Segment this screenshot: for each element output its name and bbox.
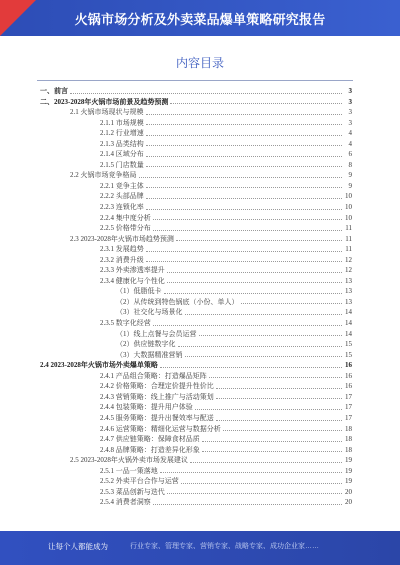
toc-entry[interactable]: [40, 202, 352, 213]
toc-entry-page: 12: [345, 255, 352, 264]
report-footer: [0, 531, 400, 565]
toc-entry[interactable]: [40, 128, 352, 139]
toc-entry-page: 14: [345, 319, 352, 328]
toc-entry-label: （3）大数据精准营销: [116, 350, 183, 359]
toc-entry-page: 14: [345, 308, 352, 317]
toc-entry-label: 二、2023-2028年火锅市场前景及趋势预测: [40, 97, 169, 106]
toc-entry[interactable]: [40, 476, 352, 487]
toc-entry[interactable]: [40, 213, 352, 224]
toc-entry-page: 3: [348, 87, 352, 95]
toc-leader-dots: [146, 166, 342, 167]
toc-entry[interactable]: [40, 191, 352, 202]
toc-entry-page: 16: [345, 382, 352, 391]
toc-entry-page: 13: [345, 276, 352, 285]
toc-entry-label: （2）供应链数字化: [116, 340, 176, 349]
toc-leader-dots: [241, 303, 343, 304]
toc-leader-dots: [185, 356, 343, 357]
toc-leader-dots: [146, 114, 343, 115]
toc-entry-page: 3: [348, 97, 352, 106]
toc-entry[interactable]: [40, 255, 352, 266]
toc-entry-label: 2.2 火锅市场竞争格局: [70, 171, 137, 180]
toc-entry-page: 15: [345, 350, 352, 359]
toc-entry[interactable]: [40, 265, 352, 276]
toc-entry-page: 17: [345, 413, 352, 422]
toc-leader-dots: [70, 93, 342, 94]
toc-leader-dots: [167, 282, 342, 283]
toc-entry[interactable]: [40, 445, 352, 456]
toc-entry-label: 2.2.3 连锁化率: [100, 203, 144, 212]
toc-entry[interactable]: [40, 286, 352, 297]
toc-entry-page: 8: [348, 160, 352, 169]
toc-entry[interactable]: [40, 297, 352, 308]
toc-entry[interactable]: [40, 318, 352, 329]
toc-entry[interactable]: [40, 339, 352, 350]
toc-leader-dots: [146, 187, 342, 188]
toc-entry-page: 16: [345, 361, 352, 370]
toc-entry-label: 2.4.1 产品组合策略：打造爆品矩阵: [100, 371, 207, 380]
toc-entry[interactable]: [40, 223, 352, 234]
toc-entry-label: 2.4 2023-2028年火锅市场外卖爆单策略: [40, 361, 158, 370]
toc-entry-label: 2.4.4 包装策略：提升用户体验: [100, 403, 193, 412]
toc-divider: [37, 80, 353, 81]
toc-entry-label: 2.4.5 服务策略：提升出餐效率与配送: [100, 413, 214, 422]
toc-entry[interactable]: [40, 139, 352, 150]
toc-entry-page: 17: [345, 403, 352, 412]
toc-entry[interactable]: [40, 455, 352, 466]
toc-entry[interactable]: [40, 149, 352, 160]
report-header: [0, 0, 400, 36]
toc-leader-dots: [190, 462, 342, 463]
toc-entry-label: 2.2.1 竞争主体: [100, 181, 144, 190]
toc-entry-page: 9: [348, 181, 352, 190]
toc-entry-page: 20: [345, 487, 352, 496]
toc-leader-dots: [170, 103, 342, 104]
toc-entry[interactable]: [40, 487, 352, 498]
toc-leader-dots: [160, 472, 342, 473]
toc-entry-label: 2.2.4 集中度分析: [100, 213, 151, 222]
toc-entry-label: （1）线上点餐与会员运营: [116, 329, 197, 338]
toc-entry[interactable]: [40, 86, 352, 97]
toc-entry-label: 2.5.4 消费者洞察: [100, 498, 151, 507]
toc-leader-dots: [216, 388, 342, 389]
toc-leader-dots: [167, 272, 342, 273]
toc-entry[interactable]: [40, 244, 352, 255]
toc-entry-label: 2.3.1 发展趋势: [100, 245, 144, 254]
toc-entry-page: 14: [345, 329, 352, 338]
toc-heading: 内容目录: [175, 56, 224, 70]
toc-entry-label: 2.5.2 外卖平台合作与运营: [100, 477, 179, 486]
toc-leader-dots: [146, 209, 342, 210]
toc-entry[interactable]: [40, 307, 352, 318]
table-of-contents: [40, 86, 352, 508]
toc-entry[interactable]: [40, 97, 352, 108]
toc-entry-label: （2）从传统到特色锅底（小份、单人）: [116, 297, 239, 306]
toc-entry-page: 10: [345, 213, 352, 222]
report-title: 火锅市场分析及外卖菜品爆单策略研究报告: [74, 12, 326, 27]
toc-entry-label: 2.3.4 健康化与个性化: [100, 276, 165, 285]
toc-entry-page: 15: [345, 340, 352, 349]
toc-entry-label: 2.4.2 价格策略：合理定价提升性价比: [100, 382, 214, 391]
toc-entry-page: 19: [345, 456, 352, 465]
toc-leader-dots: [202, 441, 342, 442]
toc-entry-page: 10: [345, 203, 352, 212]
toc-leader-dots: [199, 335, 343, 336]
toc-entry-label: 2.4.7 供应链策略：保障食材品质: [100, 435, 200, 444]
footer-slogan: 让每个人都能成为: [48, 542, 108, 551]
toc-entry-label: （3）社交化与场景化: [116, 308, 183, 317]
toc-entry[interactable]: [40, 107, 352, 118]
toc-entry[interactable]: [40, 434, 352, 445]
toc-entry[interactable]: [40, 402, 352, 413]
toc-entry-label: 2.4.8 品牌策略：打造差异化形象: [100, 445, 200, 454]
toc-entry[interactable]: [40, 276, 352, 287]
toc-leader-dots: [223, 430, 342, 431]
toc-entry-label: 2.1.2 行业增速: [100, 129, 144, 138]
toc-entry-label: 2.1.1 市场规模: [100, 118, 144, 127]
toc-entry[interactable]: [40, 118, 352, 129]
toc-entry[interactable]: [40, 329, 352, 340]
toc-leader-dots: [153, 325, 342, 326]
toc-entry-label: 2.3.2 消费升级: [100, 255, 144, 264]
toc-leader-dots: [164, 293, 343, 294]
toc-entry[interactable]: [40, 413, 352, 424]
toc-leader-dots: [185, 314, 343, 315]
toc-entry-label: 2.5.3 菜品创新与迭代: [100, 487, 165, 496]
toc-entry-label: 2.5 2023-2028年火锅外卖市场发展建议: [70, 456, 188, 465]
toc-entry-page: 17: [345, 392, 352, 401]
toc-entry-page: 6: [348, 150, 352, 159]
toc-entry-label: 2.1.4 区域分布: [100, 150, 144, 159]
toc-entry-label: 2.1 火锅市场现状与规模: [70, 108, 144, 117]
toc-entry-page: 4: [348, 139, 352, 148]
toc-leader-dots: [139, 177, 343, 178]
toc-leader-dots: [195, 409, 342, 410]
toc-leader-dots: [153, 219, 342, 220]
toc-leader-dots: [146, 156, 342, 157]
toc-entry-page: 11: [345, 245, 352, 254]
toc-entry-page: 18: [345, 435, 352, 444]
toc-entry-page: 3: [348, 108, 352, 117]
toc-entry-page: 4: [348, 129, 352, 138]
toc-entry-label: 2.3.5 数字化经营: [100, 319, 151, 328]
toc-entry-label: 2.1.3 品类结构: [100, 139, 144, 148]
toc-entry-page: 12: [345, 266, 352, 275]
toc-entry-page: 19: [345, 477, 352, 486]
toc-leader-dots: [178, 346, 343, 347]
toc-leader-dots: [146, 251, 342, 252]
toc-entry-label: 2.5.1 一品一策落地: [100, 466, 158, 475]
toc-entry-page: 11: [345, 234, 352, 243]
toc-entry-label: 2.1.5 门店数量: [100, 160, 144, 169]
toc-leader-dots: [146, 145, 342, 146]
toc-entry[interactable]: [40, 381, 352, 392]
toc-entry[interactable]: [40, 424, 352, 435]
toc-entry[interactable]: [40, 170, 352, 181]
toc-entry[interactable]: [40, 497, 352, 508]
toc-leader-dots: [153, 504, 342, 505]
toc-entry-page: 16: [345, 371, 352, 380]
toc-leader-dots: [216, 398, 342, 399]
toc-leader-dots: [146, 261, 342, 262]
toc-entry[interactable]: [40, 160, 352, 171]
toc-entry-page: 13: [345, 297, 352, 306]
toc-entry-label: 2.4.3 营销策略：线上推广与活动策划: [100, 392, 214, 401]
toc-entry-label: （1）低脂低卡: [116, 287, 162, 296]
toc-leader-dots: [176, 240, 342, 241]
toc-entry-page: 20: [345, 498, 352, 507]
toc-entry-page: 13: [345, 287, 352, 296]
toc-leader-dots: [146, 135, 342, 136]
toc-entry-label: 2.3 2023-2028年火锅市场趋势预测: [70, 234, 174, 243]
toc-entry-label: 2.2.2 头部品牌: [100, 192, 144, 201]
toc-entry-page: 9: [348, 171, 352, 180]
toc-entry[interactable]: [40, 392, 352, 403]
toc-entry[interactable]: [40, 350, 352, 361]
toc-entry-label: 2.2.5 价格带分布: [100, 224, 151, 233]
toc-leader-dots: [146, 124, 342, 125]
toc-entry[interactable]: [40, 466, 352, 477]
toc-leader-dots: [160, 367, 342, 368]
toc-entry[interactable]: [40, 360, 352, 371]
toc-entry-page: 11: [345, 224, 352, 233]
toc-entry[interactable]: [40, 181, 352, 192]
toc-entry-page: 18: [345, 424, 352, 433]
toc-entry-label: 一、前言: [40, 87, 68, 95]
toc-entry[interactable]: [40, 371, 352, 382]
toc-leader-dots: [216, 420, 342, 421]
toc-entry-page: 10: [345, 192, 352, 201]
toc-entry[interactable]: [40, 234, 352, 245]
toc-entry-page: 3: [348, 118, 352, 127]
toc-entry-label: 2.3.3 外卖渗透率提升: [100, 266, 165, 275]
toc-leader-dots: [167, 493, 342, 494]
footer-roles: 行业专家、管理专家、营销专家、战略专家、成功企业家……: [130, 543, 319, 550]
toc-entry-label: 2.4.6 运营策略：精细化运营与数据分析: [100, 424, 221, 433]
toc-entry-page: 19: [345, 466, 352, 475]
toc-leader-dots: [146, 198, 342, 199]
toc-entry-page: 18: [345, 445, 352, 454]
toc-leader-dots: [209, 377, 342, 378]
toc-leader-dots: [202, 451, 342, 452]
toc-leader-dots: [153, 230, 342, 231]
toc-leader-dots: [181, 483, 342, 484]
